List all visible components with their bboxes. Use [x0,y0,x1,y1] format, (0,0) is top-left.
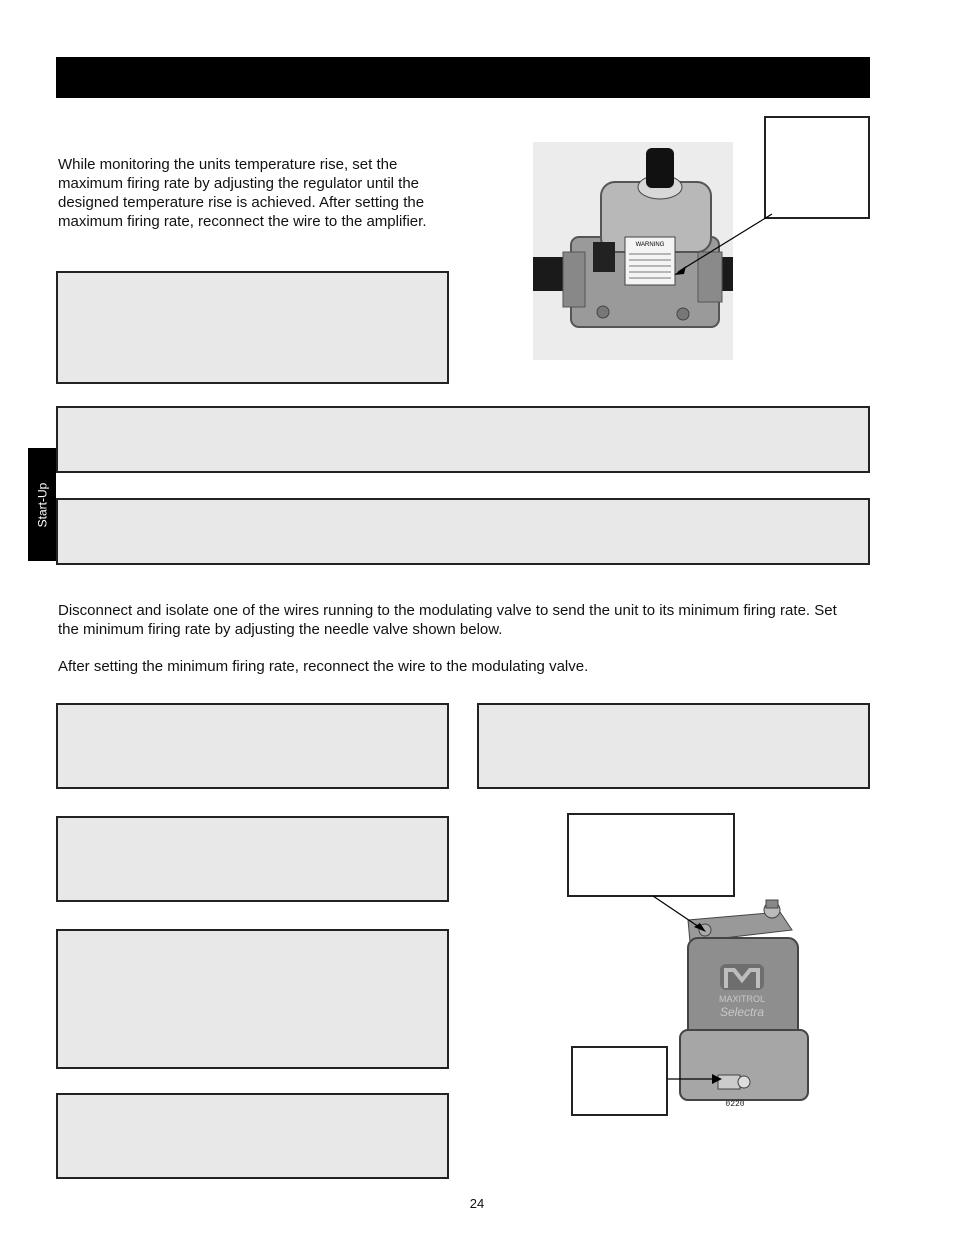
min-firing-rate-text: Disconnect and isolate one of the wires running to the modulating valve to send the unit to its minimum firing rate. Set the minimum firing rate by adjusting the needle valve shown below. [58,602,837,638]
regulator-leader-line [670,210,780,280]
valve-brand-line2: Selectra [719,1005,765,1019]
wide-callout-box-2 [56,498,870,565]
section-header-bar [56,57,870,98]
callout-box-lower-left-4 [56,1093,449,1179]
callout-box-lower-left-1 [56,703,449,789]
max-firing-rate-text: While monitoring the units temperature rise, set the maximum firing rate by adjusting the regulator until the designed temperature rise is achieved. After setting the maximum firing rate, reconnect the wire to the amplifier. [58,156,427,230]
callout-box-lower-right [477,703,870,789]
section-side-tab [28,448,56,561]
callout-box-lower-left-2 [56,816,449,902]
callout-box [56,271,449,384]
regulator-callout-box [764,116,870,219]
wide-callout-box-1 [56,406,870,473]
modulating-valve-callout-box [567,813,735,897]
valve-warning-label: WARNING [635,242,665,248]
callout-box-lower-left-3 [56,929,449,1069]
section-side-tab-label: Start-Up [35,482,49,527]
modulating-leader-line [650,893,710,935]
valve-serial: 0220 [725,1100,745,1109]
reconnect-text: After setting the minimum firing rate, reconnect the wire to the modulating valve. [58,658,589,675]
valve-brand-line1: MAXITROL [718,994,766,1004]
needle-leader-line [666,1072,726,1086]
page-number: 24 [469,1196,485,1211]
